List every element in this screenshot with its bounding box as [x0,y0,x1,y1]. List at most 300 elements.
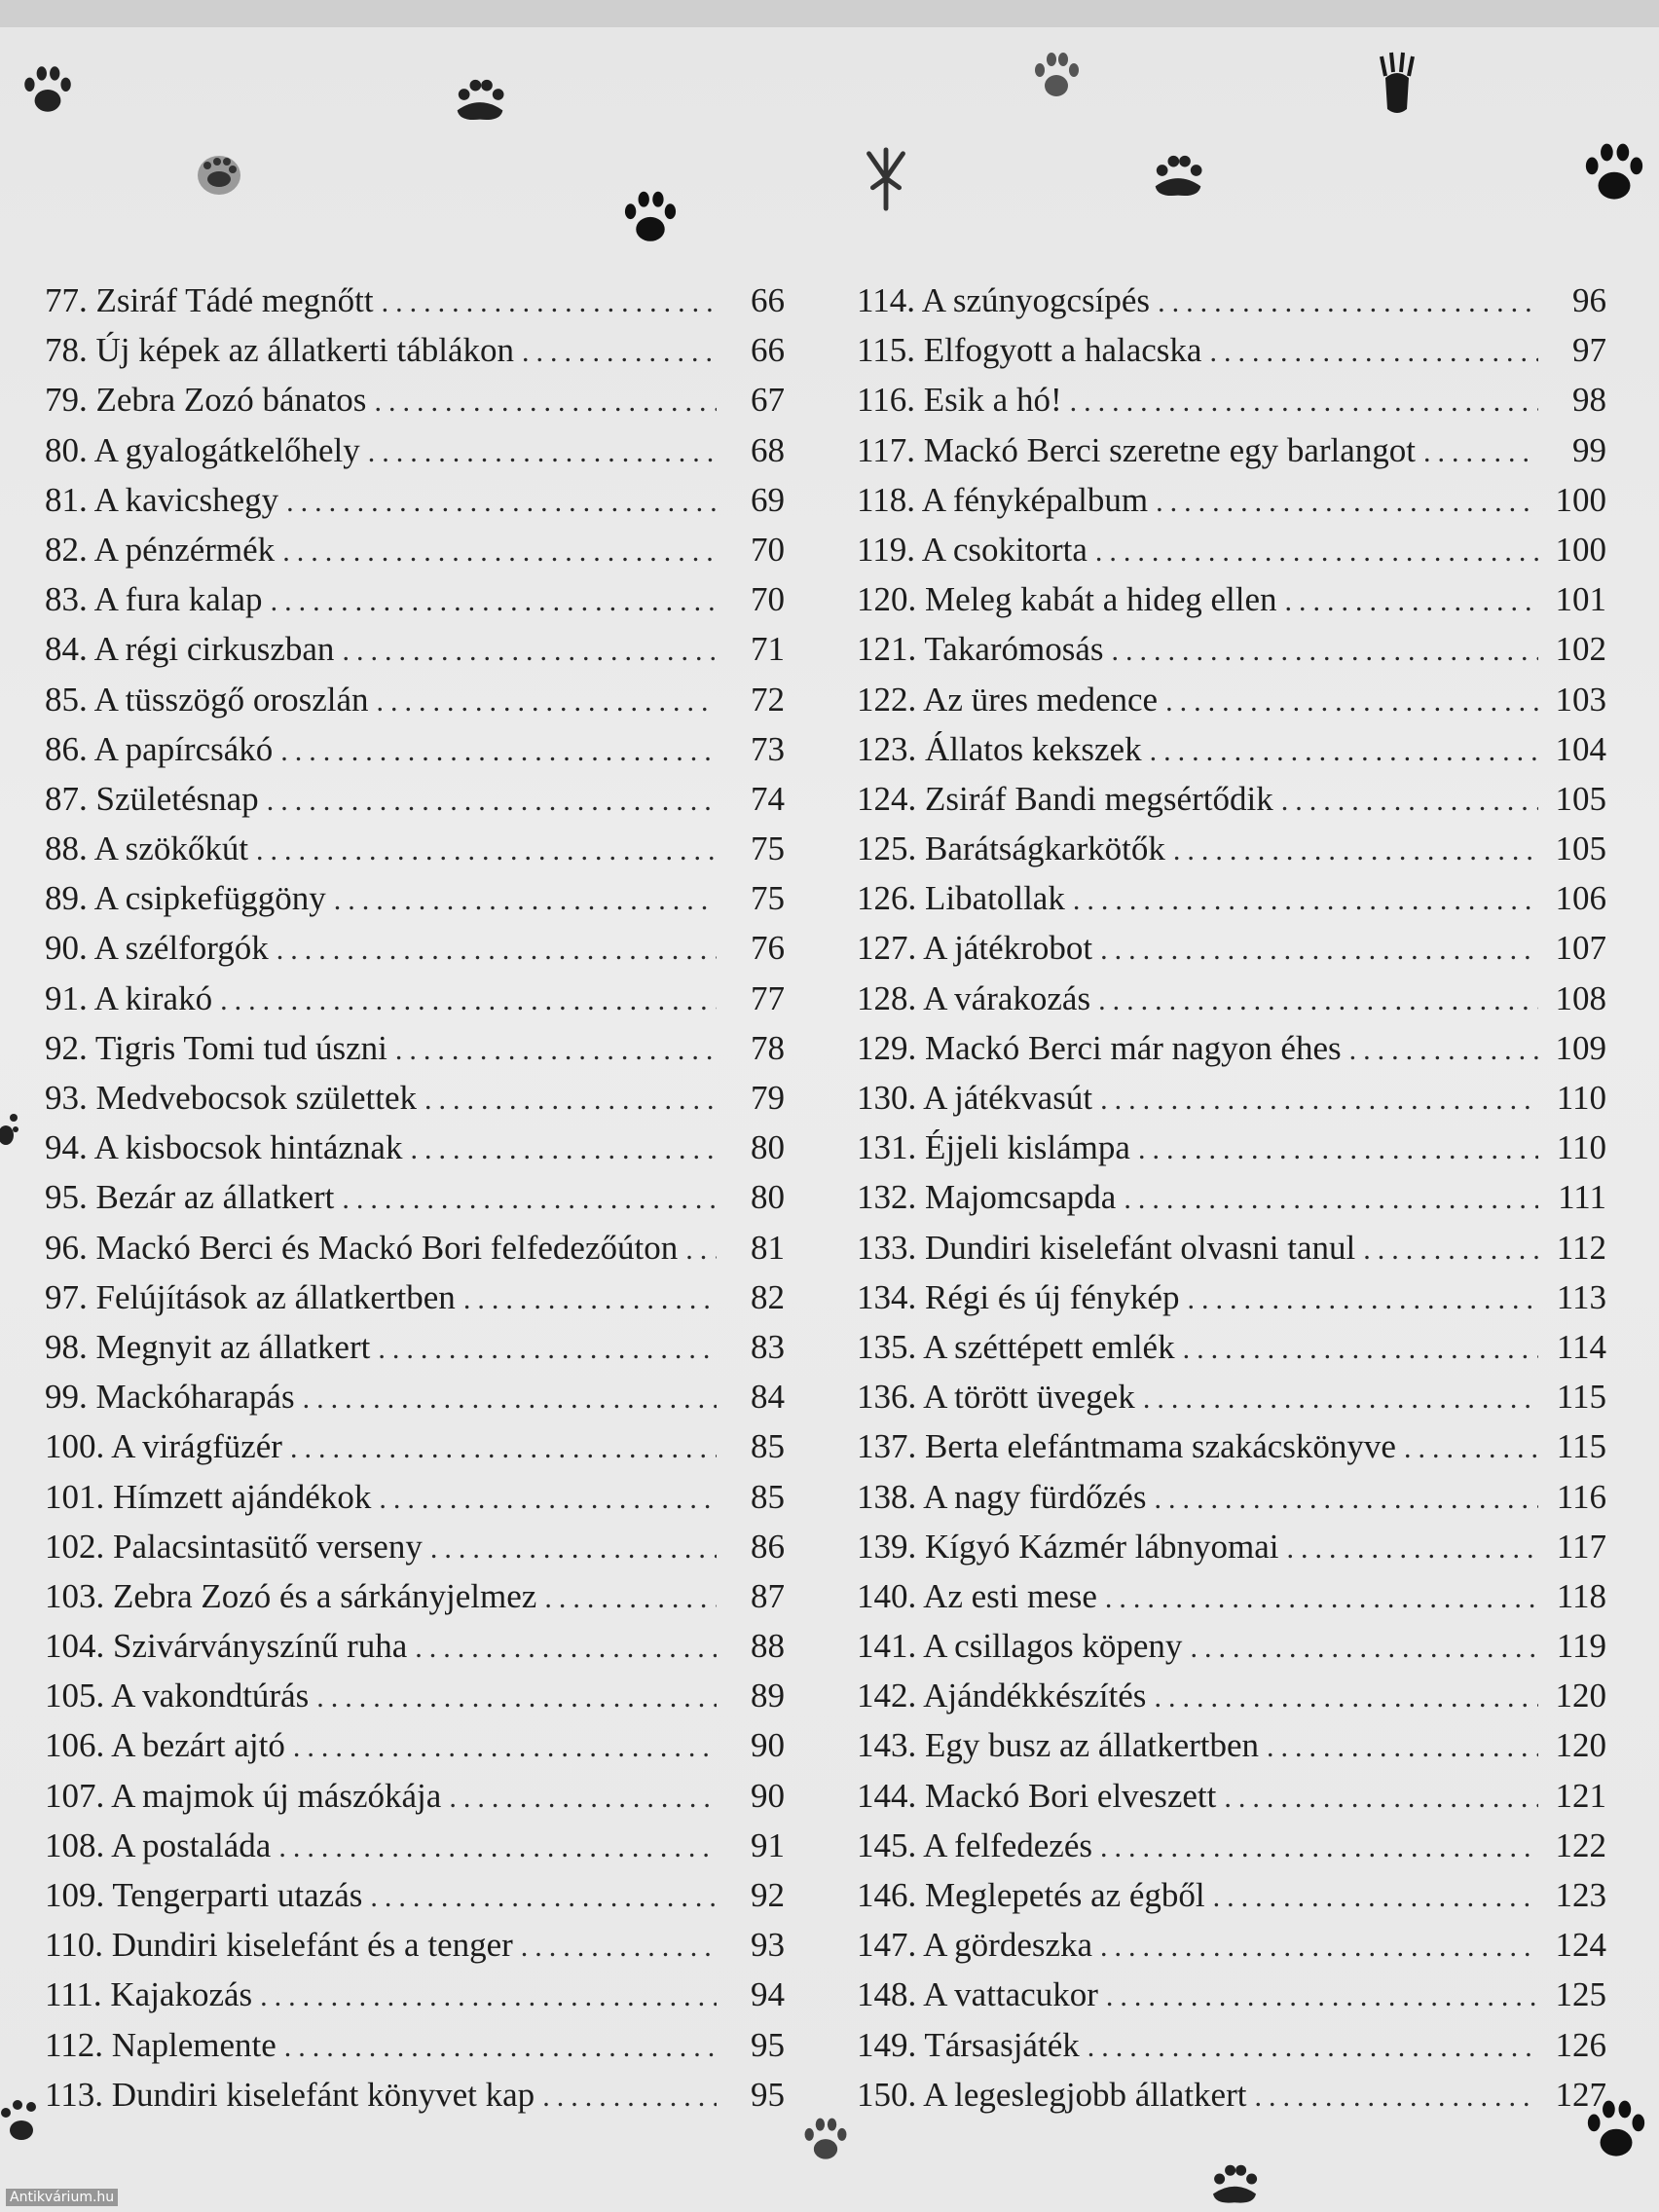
toc-entry-title: 150. A legeslegjobb állatkert [857,2075,1247,2114]
toc-entry-title: 125. Barátságkarkötők [857,830,1165,868]
dot-leader [282,527,717,576]
toc-entry-title: 99. Mackóharapás [45,1378,295,1417]
toc-entry [45,1970,785,2019]
dot-leader [1423,427,1538,477]
toc-entry-title: 134. Régi és új fénykép [857,1277,1180,1316]
toc-entry [857,1920,1606,1970]
toc-entry-title: 93. Medvebocsok születtek [45,1079,417,1117]
toc-entry-page: 87 [751,1576,785,1615]
toc-entry-page: 116 [1556,1477,1606,1516]
paw-print-icon [617,185,683,251]
dot-leader [378,1324,717,1374]
dot-leader [271,576,717,626]
toc-entry-page: 91 [751,1825,785,1864]
toc-entry-page: 77 [751,978,785,1017]
toc-entry-page: 80 [751,1178,785,1217]
toc-entry [857,724,1606,774]
toc-entry [45,873,785,923]
toc-entry-title: 98. Megnyit az állatkert [45,1327,371,1366]
toc-entry-page: 118 [1556,1576,1606,1615]
toc-entry [857,525,1606,574]
toc-entry-page: 127 [1555,2075,1606,2114]
dot-leader [379,1474,717,1524]
toc-entry-page: 79 [751,1079,785,1117]
dot-leader [1098,976,1538,1025]
toc-entry-title: 102. Palacsintasütő verseny [45,1527,423,1566]
toc-entry-page: 82 [751,1277,785,1316]
toc-entry-page: 66 [751,331,785,370]
toc-column-right [857,276,1606,2120]
toc-entry-page: 110 [1556,1128,1606,1167]
dot-leader [1070,377,1538,426]
dot-leader [1105,1573,1538,1623]
toc-entry-page: 68 [751,430,785,469]
toc-entry [857,1671,1606,1720]
toc-entry [45,525,785,574]
toc-entry-page: 67 [751,381,785,420]
toc-entry [857,325,1606,375]
dot-leader [1209,327,1538,377]
dot-leader [1224,1773,1538,1823]
toc-entry-title: 140. Az esti mese [857,1576,1097,1615]
toc-entry-title: 100. A virágfüzér [45,1427,282,1466]
toc-entry [857,1223,1606,1272]
toc-entry [857,824,1606,873]
toc-entry-title: 126. Libatollak [857,879,1065,918]
toc-entry [45,1522,785,1571]
toc-entry [45,1771,785,1821]
toc-entry-title: 92. Tigris Tomi tud úszni [45,1028,387,1067]
toc-entry-title: 85. A tüsszögő oroszlán [45,680,369,719]
toc-entry-title: 101. Hímzett ajándékok [45,1477,372,1516]
dot-leader [1143,1374,1538,1423]
dot-leader [1156,477,1538,527]
toc-entry-title: 90. A szélforgók [45,929,269,968]
dot-leader [334,875,717,925]
toc-entry [45,1023,785,1073]
toc-entry-title: 115. Elfogyott a halacska [857,331,1202,370]
toc-entry-page: 96 [1572,281,1606,319]
toc-entry-page: 124 [1555,1926,1606,1965]
toc-entry-page: 114 [1556,1327,1606,1366]
toc-entry-title: 143. Egy busz az állatkertben [857,1726,1260,1765]
dot-leader [542,2072,717,2121]
toc-entry-page: 113 [1556,1277,1606,1316]
toc-entry-title: 149. Társasjáték [857,2025,1080,2064]
toc-entry-page: 69 [751,480,785,519]
toc-entry-title: 78. Új képek az állatkerti táblákon [45,331,515,370]
dot-leader [1349,1025,1538,1075]
paw-print-icon [1027,47,1086,105]
toc-entry-page: 119 [1556,1627,1606,1666]
toc-entry-page: 85 [751,1477,785,1516]
toc-entry [857,2070,1606,2120]
dot-leader [342,626,717,676]
toc-entry-page: 100 [1555,530,1606,569]
toc-entry-title: 111. Kajakozás [45,1975,253,2014]
toc-entry-page: 117 [1556,1527,1606,1566]
dot-leader [1187,1274,1538,1324]
toc-entry-page: 72 [751,680,785,719]
toc-entry-title: 83. A fura kalap [45,580,263,619]
dot-leader [1158,277,1538,327]
toc-entry-title: 123. Állatos kekszek [857,729,1142,768]
toc-entry [857,276,1606,325]
toc-entry-title: 141. A csillagos köpeny [857,1627,1183,1666]
dot-leader [1213,1872,1538,1922]
toc-entry [857,774,1606,824]
toc-entry-title: 94. A kisbocsok hintáznak [45,1128,403,1167]
toc-entry-page: 106 [1555,879,1606,918]
toc-entry [45,1920,785,1970]
toc-entry-title: 119. A csokitorta [857,530,1088,569]
dot-leader [286,477,717,527]
dot-leader [1173,826,1538,875]
dot-leader [1183,1324,1538,1374]
toc-entry-title: 117. Mackó Berci szeretne egy barlangot [857,430,1417,469]
toc-column-left [45,276,785,2120]
toc-entry [857,375,1606,424]
dot-leader [276,925,717,975]
toc-entry-title: 146. Meglepetés az égből [857,1876,1205,1914]
toc-entry [45,1223,785,1272]
toc-entry-page: 76 [751,929,785,968]
toc-entry [857,1771,1606,1821]
dot-leader [415,1623,717,1673]
dot-leader [293,1722,717,1772]
dot-leader [1287,1524,1538,1573]
dot-leader [1165,677,1538,726]
toc-entry-title: 118. A fényképalbum [857,480,1149,519]
toc-entry-title: 105. A vakondtúrás [45,1677,310,1715]
toc-entry-title: 131. Éjjeli kislámpa [857,1128,1130,1167]
toc-entry-page: 115 [1556,1378,1606,1417]
toc-entry-title: 108. A postaláda [45,1825,272,1864]
toc-entry-page: 83 [751,1327,785,1366]
dot-leader [368,427,717,477]
toc-entry [857,624,1606,674]
toc-entry-page: 90 [751,1776,785,1815]
toc-entry-page: 74 [751,779,785,818]
toc-entry [857,1272,1606,1322]
toc-entry [857,923,1606,973]
toc-entry-page: 122 [1555,1825,1606,1864]
toc-entry-page: 103 [1555,680,1606,719]
dot-leader [316,1673,717,1722]
dot-leader [256,826,717,875]
dot-leader [1073,875,1538,925]
bear-paw-icon [446,60,514,129]
toc-entry-title: 130. A játékvasút [857,1079,1093,1117]
toc-entry-page: 104 [1555,729,1606,768]
bear-paw-icon [1202,2147,1267,2211]
bird-foot-icon [857,146,915,212]
toc-entry [45,2070,785,2120]
toc-entry-title: 107. A majmok új mászókája [45,1776,442,1815]
toc-entry-title: 127. A játékrobot [857,929,1093,968]
toc-entry-title: 110. Dundiri kiselefánt és a tenger [45,1926,513,1965]
toc-entry-title: 87. Születésnap [45,779,259,818]
toc-entry [45,1870,785,1920]
dot-leader [1285,576,1538,626]
toc-entry-page: 102 [1555,630,1606,669]
toc-entry-title: 124. Zsiráf Bandi megsértődik [857,779,1273,818]
dot-leader [1138,1124,1538,1174]
toc-entry-page: 110 [1556,1079,1606,1117]
toc-entry [857,1870,1606,1920]
toc-entry-page: 71 [751,630,785,669]
toc-entry [857,1073,1606,1123]
watermark: Antikvárium.hu [6,2189,118,2206]
toc-entry-page: 89 [751,1677,785,1715]
toc-entry [857,675,1606,724]
dot-leader [376,677,717,726]
dot-leader [1106,1972,1538,2021]
toc-entry-page: 90 [751,1726,785,1765]
dot-leader [424,1075,717,1124]
toc-entry [45,1172,785,1222]
dot-leader [522,327,717,377]
toc-entry [857,1023,1606,1073]
toc-entry-title: 139. Kígyó Kázmér lábnyomai [857,1527,1279,1566]
toc-entry-title: 142. Ajándékkészítés [857,1677,1147,1715]
toc-entry-title: 106. A bezárt ajtó [45,1726,285,1765]
toc-entry-title: 86. A papírcsákó [45,729,274,768]
toc-entry-title: 136. A törött üvegek [857,1378,1135,1417]
toc-entry [857,873,1606,923]
toc-entry-title: 145. A felfedezés [857,1825,1092,1864]
dot-leader [280,726,717,776]
toc-entry-title: 147. A gördeszka [857,1926,1093,1965]
toc-entry [45,724,785,774]
dot-leader [1267,1722,1538,1772]
toc-entry [857,1522,1606,1571]
toc-entry [45,774,785,824]
dot-leader [374,377,717,426]
toc-entry-page: 80 [751,1128,785,1167]
toc-entry-title: 116. Esik a hó! [857,381,1062,420]
toc-entry [45,1073,785,1123]
dot-leader [410,1124,717,1174]
dot-leader [303,1374,717,1423]
toc-entry [45,375,785,424]
toc-entry-title: 91. A kirakó [45,978,213,1017]
toc-entry-page: 121 [1555,1776,1606,1815]
toc-entry-title: 79. Zebra Zozó bánatos [45,381,367,420]
toc-entry [45,1322,785,1372]
dot-leader [521,1922,717,1972]
dot-leader [1100,1823,1538,1872]
toc-entry [857,1821,1606,1870]
page-top-edge [0,0,1659,27]
toc-entry-page: 70 [751,530,785,569]
toc-entry-title: 84. A régi cirkuszban [45,630,335,669]
toc-entry-page: 95 [751,2075,785,2114]
dot-leader [1124,1174,1538,1224]
toc-entry [45,1272,785,1322]
dot-leader [1154,1474,1538,1524]
toc-entry-page: 66 [751,281,785,319]
toc-entry-page: 109 [1555,1028,1606,1067]
toc-entry-page: 123 [1555,1876,1606,1914]
dot-leader [1254,2072,1538,2121]
toc-entry-title: 109. Tengerparti utazás [45,1876,363,1914]
toc-entry-title: 132. Majomcsapda [857,1178,1117,1217]
toc-entry-page: 111 [1558,1178,1606,1217]
dot-leader [1190,1623,1538,1673]
toc-entry-page: 101 [1555,580,1606,619]
dot-leader [544,1573,717,1623]
toc-entry [857,974,1606,1023]
toc-entry-title: 137. Berta elefántmama szakácskönyve [857,1427,1396,1466]
toc-entry-page: 125 [1555,1975,1606,2014]
toc-entry-page: 75 [751,830,785,868]
toc-entry-title: 113. Dundiri kiselefánt könyvet kap [45,2075,535,2114]
toc-entry-title: 128. A várakozás [857,978,1091,1017]
dot-leader [1088,2022,1538,2072]
toc-entry-title: 133. Dundiri kiselefánt olvasni tanul [857,1228,1356,1267]
toc-entry-page: 107 [1555,929,1606,968]
toc-entry-page: 105 [1555,779,1606,818]
toc-entry-page: 70 [751,580,785,619]
dot-leader [463,1274,717,1324]
toc-entry [857,1123,1606,1172]
toc-entry-title: 135. A széttépett emlék [857,1327,1175,1366]
toc-entry-title: 77. Zsiráf Tádé megnőtt [45,281,374,319]
toc-entry [45,675,785,724]
dot-leader [370,1872,717,1922]
toc-entry [857,574,1606,624]
toc-entry [45,974,785,1023]
toc-entry-page: 81 [751,1228,785,1267]
dot-leader [1281,776,1538,826]
toc-entry-page: 85 [751,1427,785,1466]
toc-entry [857,1372,1606,1421]
toc-entry-title: 114. A szúnyogcsípés [857,281,1151,319]
toc-entry [45,425,785,475]
toc-entry [45,1372,785,1421]
toc-entry-page: 108 [1555,978,1606,1017]
dot-leader [430,1524,717,1573]
toc-entry-title: 112. Naplemente [45,2025,276,2064]
toc-entry-page: 84 [751,1378,785,1417]
toc-entry [857,1970,1606,2019]
dot-leader [685,1225,717,1274]
toc-entry-page: 120 [1555,1726,1606,1765]
toc-entry-page: 95 [751,2025,785,2064]
toc-entry-page: 99 [1572,430,1606,469]
dot-leader [1112,626,1538,676]
toc-entry-page: 100 [1555,480,1606,519]
dot-leader [1095,527,1538,576]
toc-entry-title: 121. Takarómosás [857,630,1104,669]
toc-entry [45,325,785,375]
dot-leader [290,1423,717,1473]
toc-entry [45,1821,785,1870]
toc-entry-title: 120. Meleg kabát a hideg ellen [857,580,1277,619]
toc-entry-page: 97 [1572,331,1606,370]
toc-entry [45,1621,785,1671]
paw-print-icon [1577,136,1651,210]
toc-entry [45,1671,785,1720]
dot-leader [1100,1075,1538,1124]
claw-print-icon [1368,49,1426,117]
dot-leader [284,2022,717,2072]
toc-entry-title: 144. Mackó Bori elveszett [857,1776,1217,1815]
dot-leader [342,1174,717,1224]
toc-entry [45,475,785,525]
toc-entry [857,2020,1606,2070]
toc-entry-page: 98 [1572,381,1606,420]
toc-entry-title: 95. Bezár az állatkert [45,1178,335,1217]
toc-entry [45,624,785,674]
dot-leader [1363,1225,1538,1274]
toc-entry-page: 115 [1556,1427,1606,1466]
toc-entry [857,1421,1606,1471]
toc-entry-page: 88 [751,1627,785,1666]
toc-entry-title: 104. Szivárványszínű ruha [45,1627,408,1666]
toc-entry-page: 93 [751,1926,785,1965]
toc-entry [45,2020,785,2070]
toc-entry-page: 126 [1555,2025,1606,2064]
paw-print-icon [0,1100,21,1159]
toc-entry [45,1571,785,1621]
toc-entry-title: 97. Felújítások az állatkertben [45,1277,456,1316]
toc-entry-title: 103. Zebra Zozó és a sárkányjelmez [45,1576,537,1615]
dot-leader [278,1823,717,1872]
dot-leader [220,976,717,1025]
toc-entry-title: 82. A pénzérmék [45,530,276,569]
toc-entry [45,1472,785,1522]
dot-leader [1100,925,1538,975]
dot-leader [395,1025,717,1075]
toc-entry-page: 92 [751,1876,785,1914]
toc-entry [857,1322,1606,1372]
toc-entry [45,574,785,624]
toc-entry [857,475,1606,525]
toc-entry [45,1421,785,1471]
toc-entry-title: 129. Mackó Berci már nagyon éhes [857,1028,1342,1067]
toc-entry-page: 105 [1555,830,1606,868]
toc-entry-title: 148. A vattacukor [857,1975,1098,2014]
toc-entry-page: 78 [751,1028,785,1067]
toc-entry-title: 81. A kavicshegy [45,480,279,519]
toc-entry [45,824,785,873]
toc-entry-title: 89. A csipkefüggöny [45,879,326,918]
dot-leader [1150,726,1538,776]
dot-leader [1100,1922,1538,1972]
toc-entry [857,1571,1606,1621]
toc-entry-page: 120 [1555,1677,1606,1715]
dot-leader [382,277,717,327]
toc-entry [857,1720,1606,1770]
dot-leader [1154,1673,1538,1722]
toc-entry-page: 75 [751,879,785,918]
toc-entry-title: 88. A szökőkút [45,830,249,868]
toc-entry-page: 73 [751,729,785,768]
toc-entry-page: 86 [751,1527,785,1566]
toc-entry [857,1472,1606,1522]
dot-leader [260,1972,717,2021]
toc-entry [857,1172,1606,1222]
dot-leader [1404,1423,1538,1473]
toc-entry [45,923,785,973]
toc-entry [45,276,785,325]
bear-paw-icon [1144,136,1212,204]
paw-print-icon [798,2113,853,2167]
dot-leader [449,1773,717,1823]
toc-entry [45,1720,785,1770]
